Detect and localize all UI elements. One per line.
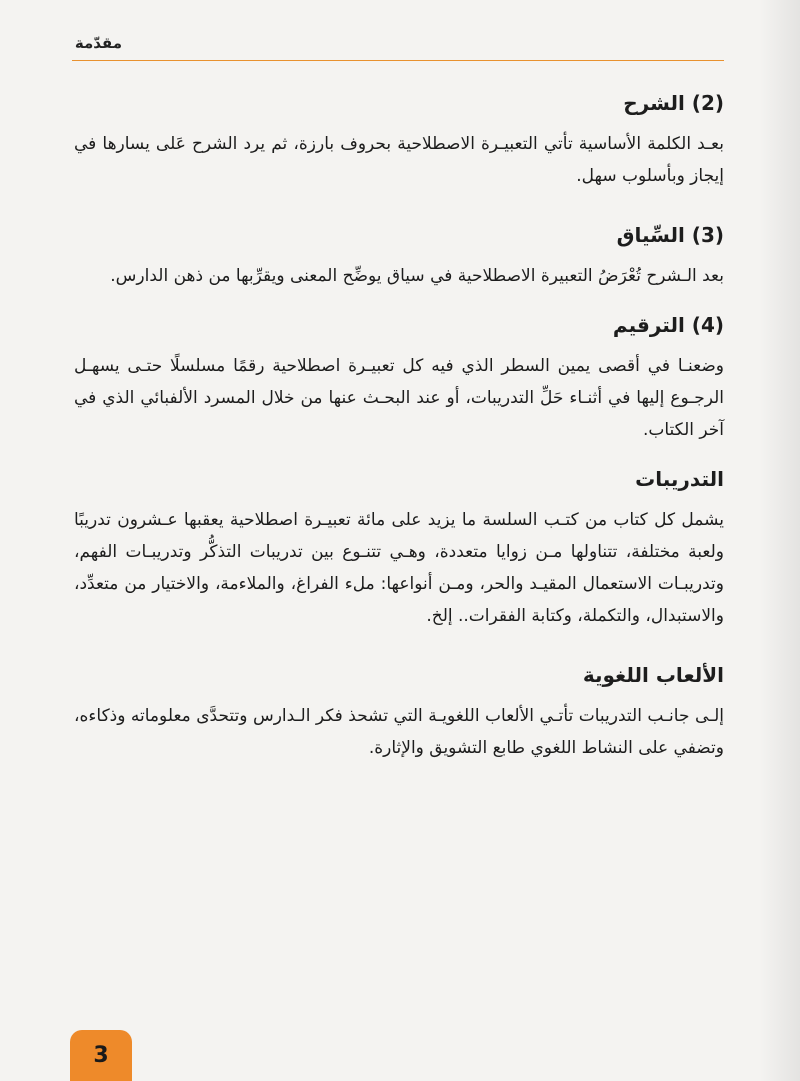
section-paragraph: إلـى جانـب التدريبات تأتـي الألعاب اللغويـة التي تشحذ فكر الـدارس وتتحدَّى معلوماته وذكاءه، وتضفي على النشاط اللغوي طابع التشويق والإثارة. (74, 706, 724, 758)
section-heading: الألعاب اللغوية (582, 663, 724, 687)
page-body (74, 88, 724, 764)
page-number-tab: 3 (70, 1030, 132, 1081)
section-exercises (74, 464, 724, 632)
section-paragraph: بعد الـشرح تُعْرَضُ التعبيرة الاصطلاحية في سياق يوضِّح المعنى ويقرِّبها من ذهن الدارس. (110, 266, 724, 286)
section-explanation (74, 88, 724, 192)
section-heading: (4) الترقيم (612, 313, 724, 337)
section-heading: (2) الشرح (623, 91, 724, 115)
running-header-title: مقدّمة (74, 34, 122, 52)
section-numbering (74, 310, 724, 446)
section-language-games (74, 660, 724, 764)
section-heading: (3) السِّياق (616, 223, 724, 247)
section-heading: التدريبات (635, 467, 724, 491)
header-divider (72, 60, 724, 61)
page-edge-shadow (760, 0, 800, 1081)
section-paragraph: يشمل كل كتاب من كتـب السلسة ما يزيد على مائة تعبيـرة اصطلاحية يعقبها عـشرون تدريبًا ولعبة مختلفة، تتناولها مـن زوايا متعددة، وهـي تتنـوع بين تدريبات التذكُّر وتدريبـات الفهم، وتدريبـات الاستعمال المقيـد والحر، ومـن أنواعها: ملء الفراغ، والملاءمة، والاختيار من متعدِّد، والاستبدال، والتكملة، وكتابة الفقرات.. إلخ. (74, 510, 724, 626)
section-context (74, 220, 724, 292)
section-paragraph: بعـد الكلمة الأساسية تأتي التعبيـرة الاصطلاحية بحروف بارزة، ثم يرد الشرح عَلى يسارها في إيجاز وبأسلوب سهل. (74, 134, 724, 186)
section-paragraph: وضعنـا في أقصى يمين السطر الذي فيه كل تعبيـرة اصطلاحية رقمًا مسلسلًا حتـى يسهـل الرجـوع إليها في أثنـاء حَلِّ التدريبات، أو عند البحـث عنها من خلال المسرد الألفبائي الذي في آخر الكتاب. (74, 356, 724, 440)
